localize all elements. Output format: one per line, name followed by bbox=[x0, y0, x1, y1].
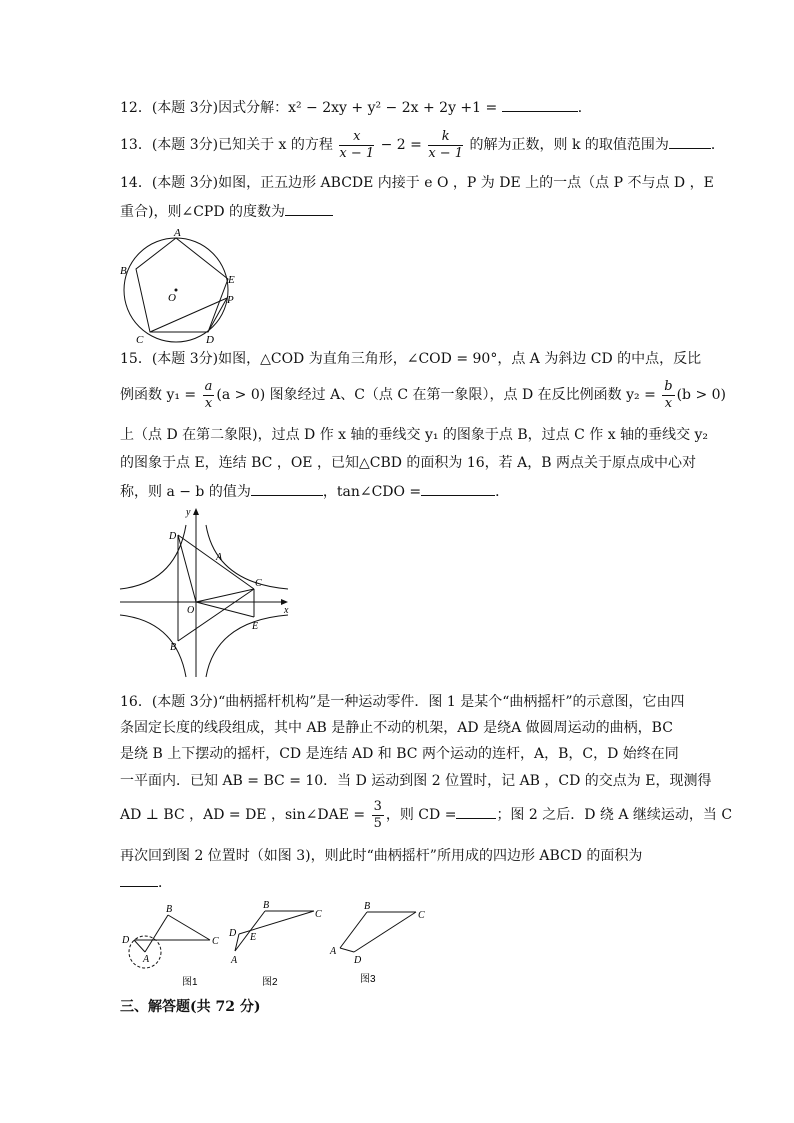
q16-figure-1 bbox=[121, 904, 219, 988]
question-14-line-1: 14．(本题 3分)如图，正五边形 ABCDE 内接于 e O ，P 为 DE 上的一点（点 P 不与点 D ，E bbox=[120, 175, 714, 191]
q15-answer-blank-1 bbox=[251, 481, 323, 496]
q14-segment-cp bbox=[150, 298, 227, 332]
fig3-segment-da bbox=[340, 948, 354, 952]
question-16-line-3: 是绕 B 上下摆动的摇杆，CD 是连结 AD 和 BC 两个运动的连杆，A，B，C，D 始终在同 bbox=[120, 746, 679, 762]
q12-text: 12．(本题 3分)因式分解：x² − 2xy + y² − 2x + 2y +1 = bbox=[120, 100, 502, 116]
q14-answer-blank bbox=[285, 201, 333, 216]
fig3-segment-ab bbox=[340, 912, 367, 948]
fig3-label-a: A bbox=[330, 946, 337, 957]
fig1-segment-bc bbox=[168, 915, 210, 940]
fig1-label-d: D bbox=[122, 935, 130, 946]
q15-label-d: D bbox=[169, 531, 177, 542]
q15-figure bbox=[116, 505, 296, 681]
q16-figure-3 bbox=[329, 901, 425, 985]
fig1-segment-ab bbox=[145, 915, 168, 952]
fig2-segment-dc bbox=[239, 911, 314, 934]
q12-answer-blank bbox=[502, 97, 578, 112]
question-13: 13．(本题 3分)已知关于 x 的方程 $\frac{x}{x - 1}$ − 2 = $\frac{k}{x - 1}$ 的解为正数，则 k 的取值范围为 ． bbox=[120, 128, 725, 161]
q14-label-d: D bbox=[206, 334, 214, 346]
q16-figures bbox=[116, 896, 446, 992]
q15-label-x: x bbox=[284, 605, 289, 616]
q14-label-b: B bbox=[120, 265, 127, 277]
fig2-label-b: B bbox=[263, 900, 270, 911]
fig1-label-c: C bbox=[212, 936, 219, 947]
q13-fraction-2: $\frac{k}{x - 1}$ bbox=[428, 128, 464, 161]
question-15-line-3: 上（点 D 在第二象限)，过点 D 作 x 轴的垂线交 y₁ 的图象于点 B，过点 C 作 x 轴的垂线交 y₂ bbox=[120, 427, 709, 443]
question-16-line-2: 条固定长度的线段组成，其中 AB 是静止不动的机架，AD 是绕A 做圆周运动的曲柄，BC bbox=[120, 720, 673, 736]
fig2-label-d: D bbox=[229, 928, 237, 939]
q15-answer-blank-2 bbox=[421, 481, 495, 496]
q13-answer-blank bbox=[669, 134, 711, 149]
q15-label-y: y bbox=[186, 507, 191, 518]
q16-figure-2 bbox=[228, 900, 322, 988]
q15-label-c: C bbox=[255, 578, 262, 589]
q15-label-e: E bbox=[252, 621, 259, 632]
question-15-line-5: 称，则 a − b 的值为 ，tan∠CDO = ． bbox=[120, 481, 509, 502]
q16-answer-blank-1 bbox=[456, 804, 496, 819]
fig3-label-b: B bbox=[364, 901, 371, 912]
q15-curve-q4 bbox=[206, 615, 288, 677]
fig3-segment-cd bbox=[354, 912, 416, 952]
q16-fraction-sin: $\frac{3}{5}$ bbox=[373, 798, 382, 831]
section-3-heading: 三、解答题(共 72 分) bbox=[120, 999, 261, 1015]
question-15-line-4: 的图象于点 E，连结 BC ，OE ，已知△CBD 的面积为 16，若 A，B 两点关于原点成中心对 bbox=[120, 455, 696, 471]
fig2-label-c: C bbox=[315, 909, 322, 920]
q14-label-e: E bbox=[228, 274, 235, 286]
fig2-label-a: A bbox=[231, 955, 238, 966]
question-14-line-2: 重合)，则∠CPD 的度数为 bbox=[120, 201, 333, 222]
question-16-line-7: ． bbox=[120, 872, 172, 893]
q15-y-arrow bbox=[193, 508, 199, 515]
question-15-line-1: 15．(本题 3分)如图，△COD 为直角三角形，∠COD = 90°，点 A 为斜边 CD 的中点，反比 bbox=[120, 351, 702, 367]
q15-segment-oe bbox=[196, 602, 254, 617]
q15-label-b: B bbox=[170, 642, 177, 653]
q14-label-p: P bbox=[227, 294, 234, 306]
fig2-caption: 图2 bbox=[262, 977, 278, 988]
fig1-label-b: B bbox=[166, 904, 173, 915]
question-12: 12．(本题 3分)因式分解：x² − 2xy + y² − 2x + 2y +1 = ． bbox=[120, 97, 592, 118]
fig3-label-d: D bbox=[354, 955, 362, 966]
q15-fraction-b: $\frac{b}{x}$ bbox=[664, 378, 673, 411]
question-16-line-1: 16．(本题 3分)“曲柄摇杆机构”是一种运动零件．图 1 是某个“曲柄摇杆”的示意图，它由四 bbox=[120, 694, 685, 710]
q15-label-a: A bbox=[216, 552, 223, 563]
fig3-caption: 图3 bbox=[360, 974, 376, 985]
question-16-line-4: 一平面内．已知 AB = BC = 10．当 D 运动到图 2 位置时，记 AB ，CD 的交点为 E，现测得 bbox=[120, 773, 712, 789]
q14-label-a: A bbox=[174, 227, 181, 239]
q15-label-o: O bbox=[187, 605, 195, 616]
fig1-caption: 图1 bbox=[182, 977, 198, 988]
q14-label-c: C bbox=[136, 334, 144, 346]
q14-label-o: O bbox=[168, 292, 176, 304]
q16-answer-blank-2 bbox=[120, 872, 158, 887]
q14-figure bbox=[110, 226, 250, 346]
q13-fraction-1: $\frac{x}{x - 1}$ bbox=[339, 128, 375, 161]
question-15-line-2: 例函数 y₁ = $\frac{a}{x}$ (a > 0) 图象经过 A、C（点 C 在第一象限），点 D 在反比例函数 y₂ = $\frac{b}{x}$ (b > 0) bbox=[120, 378, 727, 411]
fig3-label-c: C bbox=[418, 910, 425, 921]
question-16-line-6: 再次回到图 2 位置时（如图 3)，则此时“曲柄摇杆”所用成的四边形 ABCD 的面积为 bbox=[120, 848, 643, 864]
q14-segment-dp bbox=[208, 298, 227, 332]
q15-segment-do bbox=[178, 535, 196, 602]
q15-fraction-a: $\frac{a}{x}$ bbox=[204, 378, 213, 411]
question-16-line-5: AD ⊥ BC ，AD = DE ，sin∠DAE = $\frac{3}{5}$ ，则 CD = ；图 2 之后．D 绕 A 继续运动，当 C bbox=[120, 798, 733, 831]
fig2-label-e: E bbox=[250, 932, 257, 943]
fig1-label-a: A bbox=[143, 954, 150, 965]
fig1-segment-ad bbox=[134, 940, 145, 952]
